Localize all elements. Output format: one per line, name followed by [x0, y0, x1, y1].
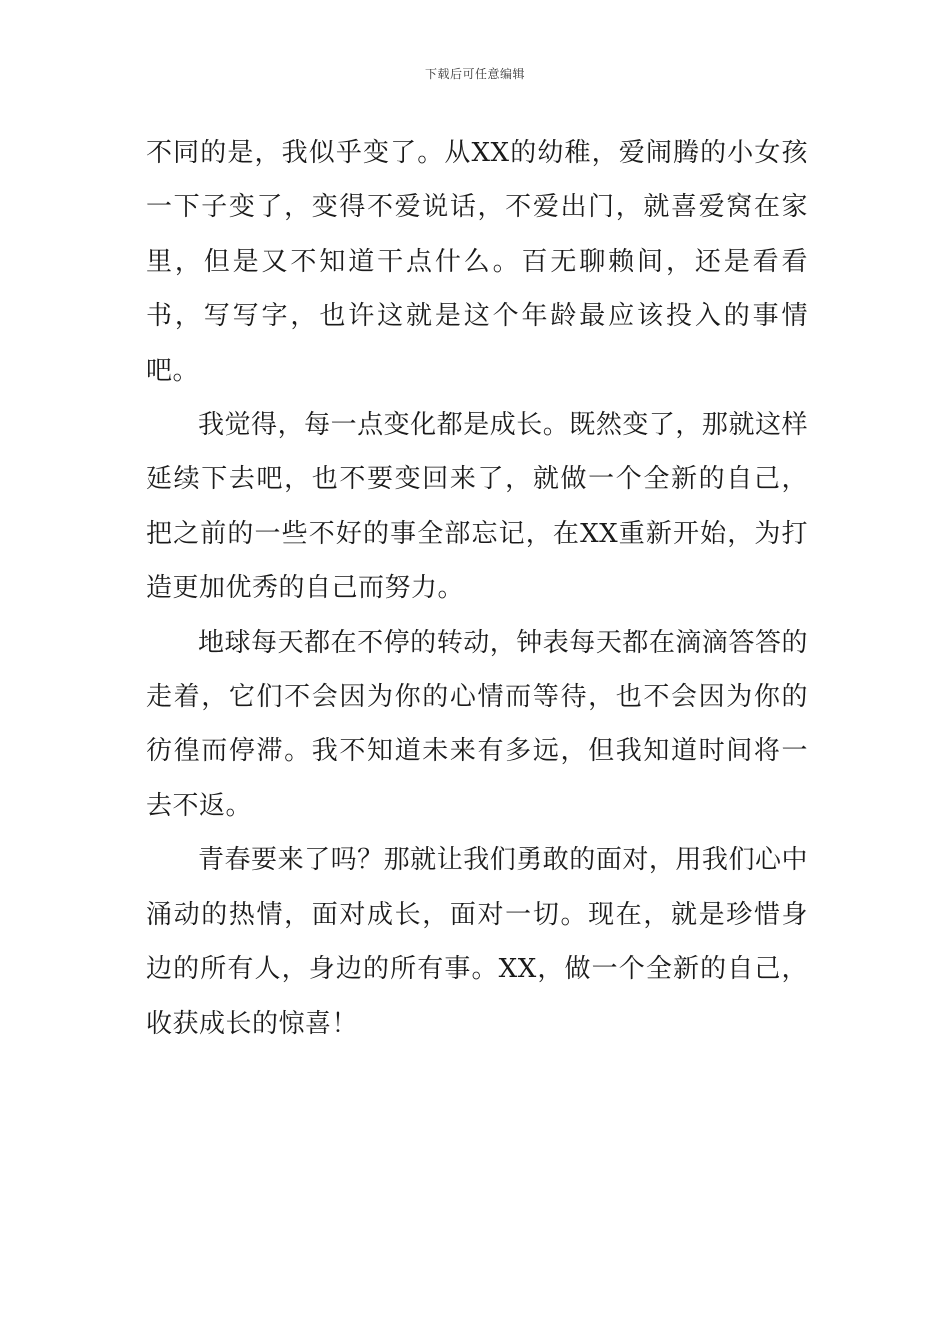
- paragraph-3: 地球每天都在不停的转动，钟表每天都在滴滴答答的走着，它们不会因为你的心情而等待，也不会因为你的彷徨而停滞。我不知道未来有多远，但我知道时间将一去不返。: [146, 627, 808, 821]
- document-body: [146, 126, 808, 1051]
- paragraph-2: 我觉得，每一点变化都是成长。既然变了，那就这样延续下去吧，也不要变回来了，就做一个全新的自己，把之前的一些不好的事全部忘记，在XX重新开始，为打造更加优秀的自己而努力。: [146, 410, 808, 604]
- page-header: 下载后可任意编辑: [424, 67, 525, 81]
- paragraph-4: 青春要来了吗？那就让我们勇敢的面对，用我们心中涌动的热情，面对成长，面对一切。现在，就是珍惜身边的所有人，身边的所有事。XX，做一个全新的自己，收获成长的惊喜！: [146, 845, 808, 1039]
- paragraph-1: 不同的是，我似乎变了。从XX的幼稚，爱闹腾的小女孩一下子变了，变得不爱说话，不爱出门，就喜爱窝在家里，但是又不知道干点什么。百无聊赖间，还是看看书，写写字，也许这就是这个年龄最应该投入的事情吧。: [146, 138, 808, 386]
